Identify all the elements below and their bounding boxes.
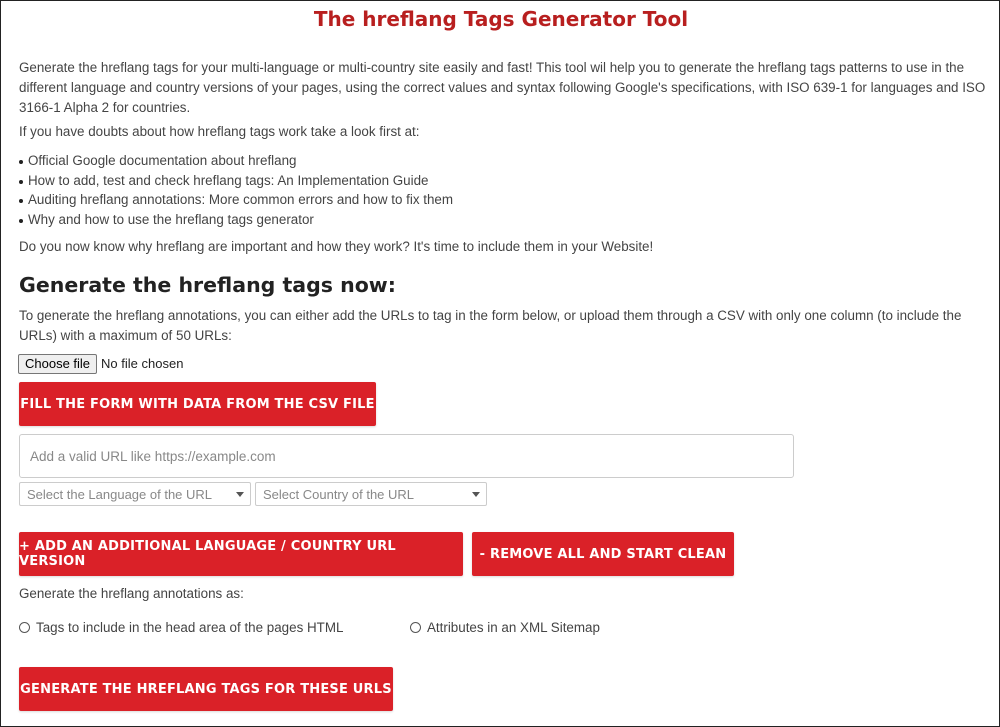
country-select-value: Select Country of the URL — [263, 486, 415, 502]
fill-form-from-csv-button[interactable]: FILL THE FORM WITH DATA FROM THE CSV FILE — [19, 382, 376, 426]
radio-option-xml-sitemap[interactable] — [410, 618, 600, 636]
generator-heading: Generate the hreflang tags now: — [19, 273, 396, 297]
link-implementation-guide[interactable]: How to add, test and check hreflang tags: An Implementation Guide — [19, 171, 453, 191]
choose-file-button[interactable]: Choose file — [18, 354, 97, 374]
csv-file-picker — [18, 353, 183, 374]
remove-all-button[interactable]: - REMOVE ALL AND START CLEAN — [472, 532, 734, 576]
doubts-text: If you have doubts about how hreflang tags work take a look first at: — [19, 124, 420, 139]
language-select[interactable] — [19, 482, 251, 506]
radio-label-sitemap: Attributes in an XML Sitemap — [427, 619, 600, 635]
link-why-generator[interactable]: Why and how to use the hreflang tags generator — [19, 210, 453, 230]
chevron-down-icon — [472, 492, 480, 497]
radio-button-html[interactable] — [19, 622, 30, 633]
country-select[interactable] — [255, 482, 487, 506]
resource-links-list — [19, 151, 453, 229]
annotations-format-label: Generate the hreflang annotations as: — [19, 586, 244, 601]
link-google-docs[interactable]: Official Google documentation about hreflang — [19, 151, 453, 171]
radio-button-sitemap[interactable] — [410, 622, 421, 633]
why-text: Do you now know why hreflang are important and how they work? It's time to include them in your Website! — [19, 239, 654, 254]
generate-tags-button[interactable]: GENERATE THE HREFLANG TAGS FOR THESE URLS — [19, 667, 393, 711]
language-select-value: Select the Language of the URL — [27, 486, 213, 502]
intro-paragraph: Generate the hreflang tags for your multi-language or multi-country site easily and fast! This tool wil help you to generate the hreflang tags patterns to use in the different language and country versions of your pages, using the correct values and syntax following Google's specifications, with ISO 639-1 for languages and ISO 3166-1 Alpha 2 for countries. — [19, 60, 986, 115]
generator-instructions: To generate the hreflang annotations, you can either add the URLs to tag in the form below, or upload them through a CSV with only one column (to include the URLs) with a maximum of 50 URLs: — [19, 308, 962, 343]
page-title: The hreflang Tags Generator Tool — [313, 7, 689, 31]
file-status: No file chosen — [101, 356, 184, 371]
link-auditing-hreflang[interactable]: Auditing hreflang annotations: More common errors and how to fix them — [19, 190, 453, 210]
radio-option-html-head[interactable] — [19, 618, 343, 636]
add-url-version-button[interactable]: + ADD AN ADDITIONAL LANGUAGE / COUNTRY URL VERSION — [19, 532, 463, 576]
url-input[interactable] — [19, 434, 794, 478]
radio-label-html: Tags to include in the head area of the pages HTML — [36, 619, 344, 635]
chevron-down-icon — [236, 492, 244, 497]
